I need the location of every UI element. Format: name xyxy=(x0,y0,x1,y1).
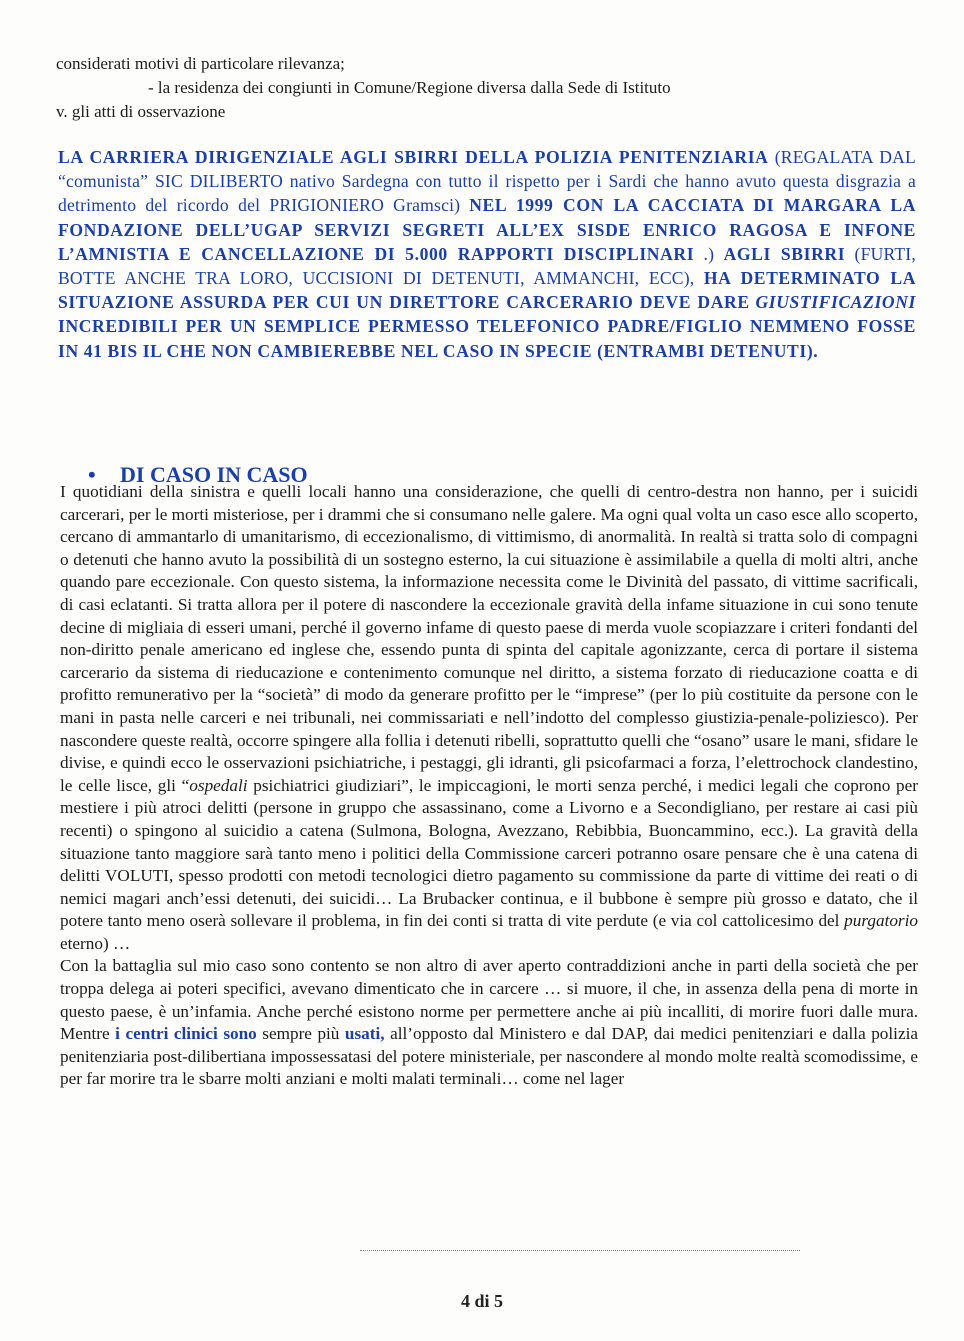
body-text xyxy=(60,481,918,1091)
intro-line-1: considerati motivi di particolare rilevanza; xyxy=(56,54,345,73)
body-p2-bold: i centri clinici sono xyxy=(115,1024,257,1044)
blue-bold-4: HA DETERMINATO LA SITUAZIONE ASSURDA PER CUI UN DIRETTORE CARCERARIO DEVE DARE xyxy=(58,268,916,313)
body-paragraph-2 xyxy=(60,955,918,1091)
blue-italic-4: GIUSTIFICAZIONI xyxy=(755,292,916,313)
blue-normal-2: .) xyxy=(703,243,715,264)
body-p2-text-b: sempre più xyxy=(256,1024,345,1044)
blue-bold-5: INCREDIBILI PER UN SEMPLICE PERMESSO TELEFONICO PADRE/FIGLIO NEMMENO FOSSE IN 41 BIS IL CHE NON CAMBIEREBBE NEL CASO IN SPECIE (ENTRAMBI DETENUTI). xyxy=(58,316,916,361)
body-p2-text-c: all’opposto dal Ministero e dal DAP, dai medici penitenziari e dalla polizia penitenziaria post-dilibertiana impossessatasi del potere ministeriale, per nascondere al mondo molte realtà scomodissime, e per far morire tra le sbarre molti anziani e molti malati terminali… come nel lager xyxy=(60,1024,918,1089)
page-number: 4 di 5 xyxy=(460,1291,503,1311)
blue-normal-3: (FURTI, BOTTE ANCHE TRA LORO, UCCISIONI DI DETENUTI, AMMANCHI, ECC), xyxy=(58,243,916,289)
blue-bold-1: LA CARRIERA DIRIGENZIALE AGLI SBIRRI DELLA POLIZIA PENITENZIARIA xyxy=(58,147,769,167)
body-p1-italic: ospedali xyxy=(189,775,248,795)
body-p1-text-b: psichiatrici giudiziari”, le impiccagioni, le morti senza perché, i medici legali che coprono per mestiere i più atroci delitti (persone in gruppo che assassinano, come a Livorno e a Secondigliano, per restare ai casi più recenti) o spingono al suicidio a catena (Sulmona, Bologna, Avezzano, Rebibbia, Buoncammino, ecc.). La gravità della situazione tanto maggiore sarà tanto meno i politici della Commissione carceri potranno osare pensare che è una catena di delitti VOLUTI, spesso prodotti con metodi tecnologici dietro pagamento su commissione da parte di vittime dei reati o di nemici magari anch’essi detenuti, dei suicidi… La Brubacker continua, e il bubbone è sempre più grosso e datato, che il potere tanto meno oserà sollevare il problema, in fin dei conti si tratta di vite perdute (e via col cattolicesimo del xyxy=(60,775,918,931)
body-paragraph-1 xyxy=(60,481,918,955)
body-p2-text-a: Con la battaglia sul mio caso sono contento se non altro di aver aperto contraddizioni anche in parti della società che per troppa delega ai poteri specifici, avevano dimenticato che in carcere … si muore, il che, in assenza della pena di morte in questo paese, è un’infamia. Anche perché esistono norme per permettere anche ai più incalliti, di morire fuori dalle mura. Mentre xyxy=(60,956,918,1044)
intro-lines xyxy=(56,52,916,124)
blue-paragraph xyxy=(58,145,916,363)
body-p2-bold-2: usati, xyxy=(344,1024,385,1044)
body-p1-text-a: I quotidiani della sinistra e quelli locali hanno una considerazione, che quelli di centro-destra non hanno, per i suicidi carcerari, per le morti misteriose, per i drammi che si consumano nelle galere. Ma ogni qual volta un caso esce allo scoperto, cercano di ammantarlo di umanitarismo, di eccezionalismo, di vittimismo, di anormalità. In realtà si tratta solo di compagni o detenuti che hanno avuto la possibilità di un sostegno esterno, la cui situazione è assimilabile a quella di molti altri, anche quando pare eccezionale. Con questo sistema, la informazione necessita come le Divinità del passato, di vittime sacrificali, di casi eclatanti. Si tratta allora per il potere di nascondere la eccezionale gravità della infame situazione in cui sono tenute decine di migliaia di esseri umani, perché il governo infame di questo paese di merda vuole scopiazzare i criteri fondanti del non-diritto penale americano ed inglese che, essendo punta di spinta del capitale agonizzante, cerca di portare il sistema carcerario da sistema di rieducazione e contenimento comunque nel diritto, a sistema forzato di rieducazione coatta e di profitto remunerativo per la “società” di modo da generare profitto per le “imprese” (per lo più costituite da persone con le mani in pasta nelle carceri e nei tribunali, nei commissariati e nell’indotto del complesso giustizia-penale-poliziesco). Per nascondere queste realtà, occorre spingere alla follia i detenuti ribelli, soprattutto quelli che “osano” usare le mani, sfidare le divise, e quindi ecco le osservazioni psichiatriche, i pestaggi, gli idranti, gli psicofarmaci a forza, l’elettrochock clandestino, le celle lisce, gli “ xyxy=(60,482,918,795)
footer-rule xyxy=(360,1250,800,1251)
section-title: DI CASO IN CASO xyxy=(120,462,308,487)
blue-bold-3: AGLI SBIRRI xyxy=(723,243,846,264)
body-p1-text-c: eterno) … xyxy=(60,933,131,953)
intro-line-3: v. gli atti di osservazione xyxy=(56,102,226,121)
blue-normal-1: (REGALATA DAL “comunista” SIC DILIBERTO nativo Sardegna con tutto il rispetto per i Sardi che hanno avuto questa disgrazia a detrimento del ricordo del PRIGIONIERO Gramsci) xyxy=(58,147,916,216)
body-p1-italic-2: purgatorio xyxy=(844,911,918,931)
intro-line-2: - la residenza dei congiunti in Comune/Regione diversa dalla Sede di Istituto xyxy=(148,78,671,97)
blue-bold-2: NEL 1999 CON LA CACCIATA DI MARGARA LA FONDAZIONE DELL’UGAP SERVIZI SEGRETI ALL’EX SISDE ENRICO RAGOSA E INFONE L’AMNISTIA E CANCELLAZIONE DI 5.000 RAPPORTI DISCIPLINARI xyxy=(58,195,917,264)
bullet-icon: • xyxy=(88,462,96,487)
